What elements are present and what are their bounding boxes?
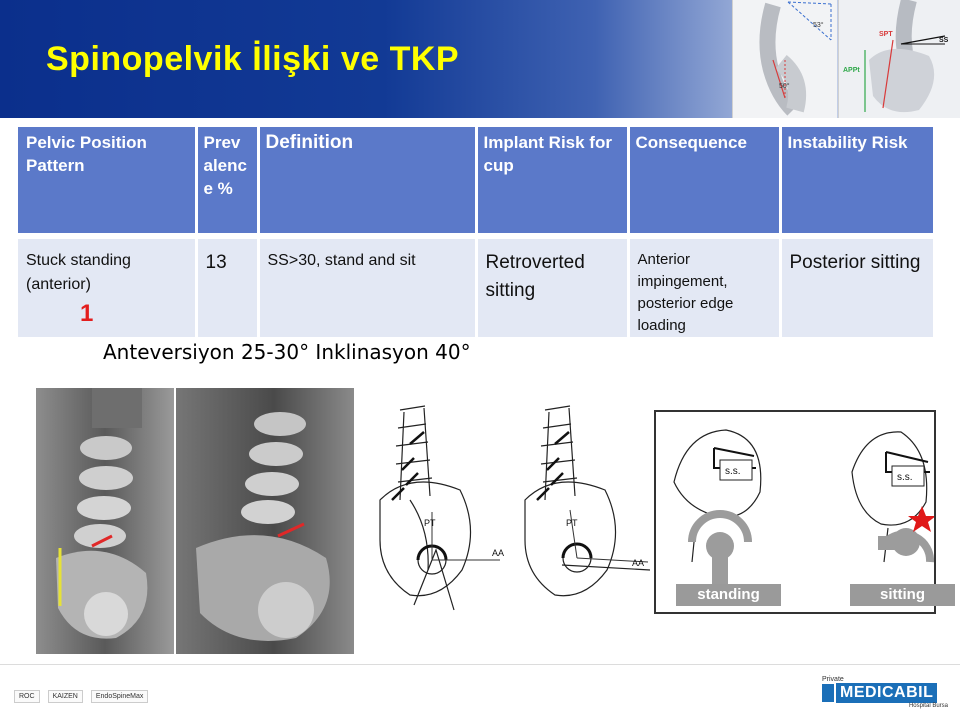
pelvis-line-drawing <box>370 400 655 615</box>
table-header-row <box>18 127 934 236</box>
pattern-number-marker: 1 <box>80 300 94 327</box>
partner-logos <box>14 686 148 706</box>
endospinemax-logo: EndoSpineMax <box>91 690 148 703</box>
header-consequence: Consequence <box>628 127 780 236</box>
pelvic-tilt-thumbnail <box>838 0 960 118</box>
cell-instability: Posterior sitting <box>780 236 934 337</box>
header-implant-risk: Implant Risk for cup <box>476 127 628 236</box>
sitting-label: sitting <box>850 584 955 606</box>
cup-angle-caption: Anteversiyon 25-30° Inklinasyon 40° <box>103 340 471 364</box>
xray-sitting-image <box>176 388 354 654</box>
brand-sub: Hospital Bursa <box>908 703 948 709</box>
kaizen-logo: KAIZEN <box>48 690 83 703</box>
xray-standing <box>36 388 174 654</box>
cell-definition: SS>30, stand and sit <box>258 236 476 337</box>
pt-label-right: PT <box>566 518 578 528</box>
table-row <box>18 236 934 337</box>
xray-sitting <box>176 388 354 654</box>
aa-label-left: AA <box>492 548 505 558</box>
roc-logo: ROC <box>14 690 40 703</box>
medicabil-logo <box>822 676 948 716</box>
pelvic-pattern-table <box>18 127 934 332</box>
footer-divider <box>0 664 960 665</box>
header-prevalence: Prev alenc e % <box>196 127 258 236</box>
standing-label: standing <box>676 584 781 606</box>
ss-angle-text: 53° <box>813 22 824 29</box>
header-pattern: Pelvic Position Pattern <box>18 127 196 236</box>
cell-implant-risk: Retroverted sitting <box>476 236 628 337</box>
standing-sitting-panel <box>654 410 936 614</box>
ss-label: SS <box>939 37 949 44</box>
appt-label: APPt <box>843 67 860 74</box>
xray-standing-image <box>36 388 174 654</box>
pelvis-tilt-diagrams <box>370 400 655 615</box>
standing-sitting-drawing <box>656 412 934 612</box>
cell-prevalence: 13 <box>196 236 258 337</box>
brand-name: MEDICABIL <box>836 683 937 703</box>
cell-consequence: Anterior impingement, posterior edge loading <box>628 236 780 337</box>
ss-label-sitting: s.s. <box>897 472 913 483</box>
aa-label-right: AA <box>632 558 645 568</box>
brand-top: Private <box>822 676 844 683</box>
spt-label: SPT <box>879 31 893 38</box>
brand-mark-icon <box>822 684 834 702</box>
pt-angle-text: 50° <box>779 83 790 90</box>
pelvic-tilt-diagram <box>839 0 960 118</box>
spine-angle-diagram <box>733 0 837 118</box>
spine-angle-thumbnail <box>732 0 837 118</box>
pt-label-left: PT <box>424 518 436 528</box>
header-instability: Instability Risk <box>780 127 934 236</box>
header-definition: Definition <box>258 127 476 236</box>
ss-label-standing: s.s. <box>725 466 741 477</box>
cell-pattern: Stuck standing (anterior) <box>18 236 196 337</box>
slide-title: Spinopelvik İlişki ve TKP <box>46 40 460 78</box>
